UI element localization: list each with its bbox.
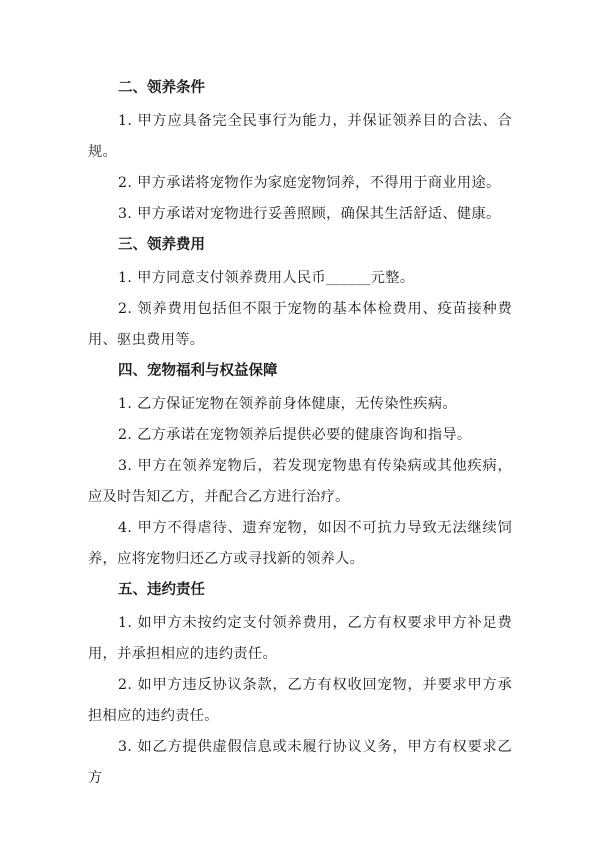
clause-5-2: 2. 如甲方违反协议条款，乙方有权收回宠物，并要求甲方承担相应的违约责任。: [88, 677, 512, 724]
clause-5-3: 3. 如乙方提供虚假信息或未履行协议义务，甲方有权要求乙方: [88, 739, 512, 786]
clause-5-1: 1. 如甲方未按约定支付领养费用，乙方有权要求甲方补足费用，并承担相应的违约责任。: [88, 615, 512, 662]
section-heading-adoption-conditions: 二、领养条件: [118, 80, 205, 96]
clause-4-1: 1. 乙方保证宠物在领养前身体健康，无传染性疾病。: [118, 396, 457, 412]
clause-3-2: 2. 领养费用包括但不限于宠物的基本体检费用、疫苗接种费用、驱虫费用等。: [88, 301, 512, 348]
clause-4-3: 3. 甲方在领养宠物后，若发现宠物患有传染病或其他疾病，应及时告知乙方，并配合乙方进行治疗。: [88, 458, 512, 505]
section-heading-adoption-fees: 三、领养费用: [118, 237, 205, 253]
section-heading-breach-liability: 五、违约责任: [118, 582, 205, 598]
clause-2-1: 1. 甲方应具备完全民事行为能力，并保证领养目的合法、合规。: [88, 113, 512, 160]
section-heading-pet-welfare: 四、宠物福利与权益保障: [118, 363, 278, 379]
clause-2-2: 2. 甲方承诺将宠物作为家庭宠物饲养，不得用于商业用途。: [118, 175, 501, 191]
clause-3-1: 1. 甲方同意支付领养费用人民币______元整。: [118, 270, 415, 286]
clause-4-2: 2. 乙方承诺在宠物领养后提供必要的健康咨询和指导。: [118, 427, 472, 443]
clause-2-3: 3. 甲方承诺对宠物进行妥善照顾，确保其生活舒适、健康。: [118, 206, 501, 222]
clause-4-4: 4. 甲方不得虐待、遗弃宠物，如因不可抗力导致无法继续饲养，应将宠物归还乙方或寻找新的领养人。: [88, 520, 512, 567]
